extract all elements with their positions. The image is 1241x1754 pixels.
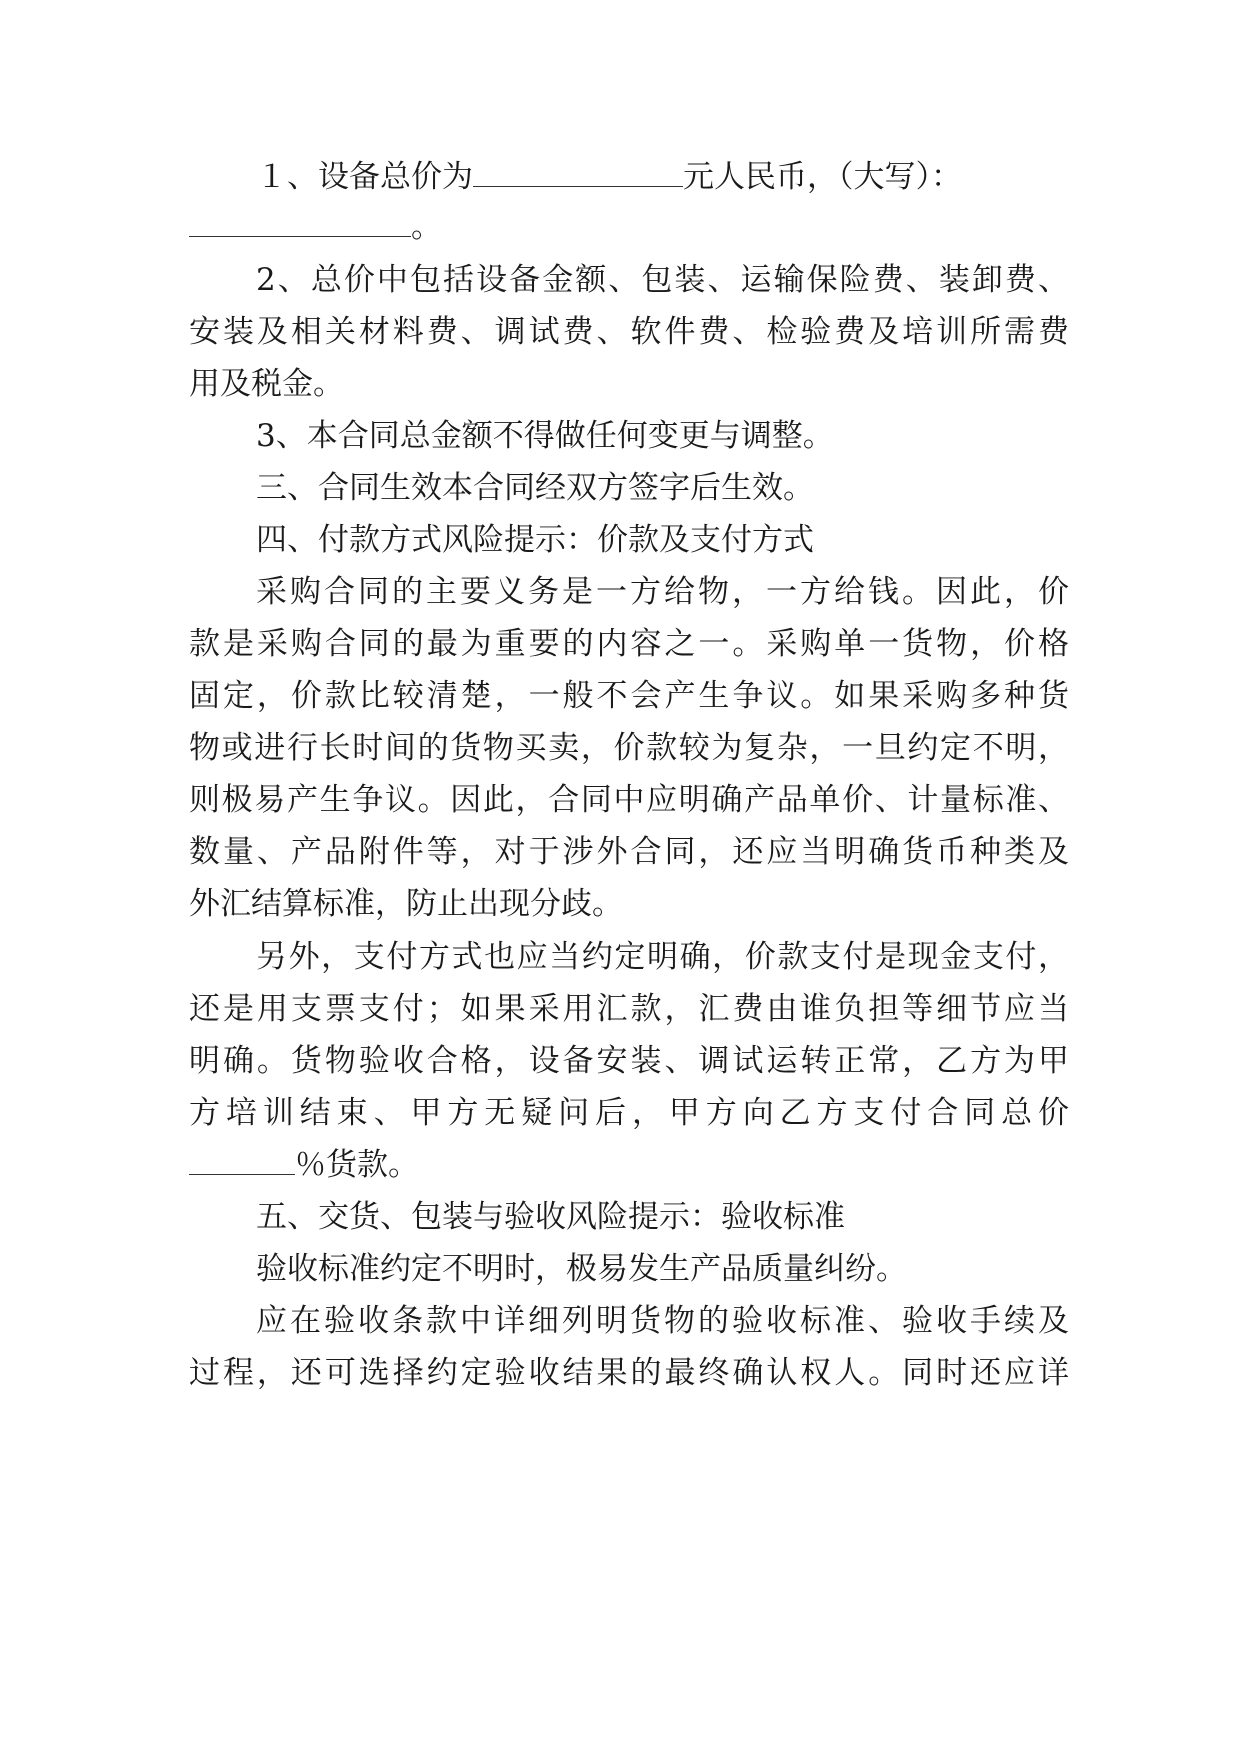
paragraph-price-line-3: 固定，价款比较清楚，一般不会产生争议。如果采购多种货 <box>189 678 1069 714</box>
payment-percent-blank[interactable] <box>189 1146 295 1175</box>
paragraph-price-line-1: 采购合同的主要义务是一方给物，一方给钱。因此，价 <box>256 574 1069 610</box>
total-price-blank[interactable] <box>473 158 683 187</box>
section-5-heading: 五、交货、包装与验收风险提示：验收标准 <box>256 1199 845 1235</box>
paragraph-acceptance-line-2: 应在验收条款中详细列明货物的验收标准、验收手续及 <box>256 1303 1069 1339</box>
paragraph-payment-line-3: 明确。货物验收合格，设备安装、调试运转正常，乙方为甲 <box>189 1043 1069 1079</box>
paragraph-price-line-6: 数量、产品附件等，对于涉外合同，还应当明确货币种类及 <box>189 834 1069 870</box>
section-4-heading: 四、付款方式风险提示：价款及支付方式 <box>256 522 814 558</box>
paragraph-payment-line-1: 另外，支付方式也应当约定明确，价款支付是现金支付， <box>256 939 1069 975</box>
paragraph-acceptance-line-1: 验收标准约定不明时，极易发生产品质量纠纷。 <box>256 1251 907 1287</box>
paragraph-payment-line-4: 方培训结束、甲方无疑问后，甲方向乙方支付合同总价 <box>189 1095 1069 1131</box>
amount-in-words-blank[interactable] <box>189 208 411 237</box>
clause-2-line-1: 2、总价中包括设备金额、包装、运输保险费、装卸费、 <box>256 262 1069 298</box>
paragraph-price-line-4: 物或进行长时间的货物买卖，价款较为复杂，一旦约定不明， <box>189 730 1069 766</box>
paragraph-payment-line-5 <box>189 1145 419 1185</box>
payment-percent-text: ％货款。 <box>295 1147 419 1183</box>
paragraph-price-line-5: 则极易产生争议。因此，合同中应明确产品单价、计量标准、 <box>189 782 1069 818</box>
paragraph-acceptance-line-3: 过程，还可选择约定验收结果的最终确认权人。同时还应详 <box>189 1355 1069 1391</box>
paragraph-price-line-2: 款是采购合同的最为重要的内容之一。采购单一货物，价格 <box>189 626 1069 662</box>
clause-1-line-2 <box>189 207 442 247</box>
paragraph-payment-line-2: 还是用支票支付；如果采用汇款，汇费由谁负担等细节应当 <box>189 991 1069 1027</box>
clause-1-end: 。 <box>411 209 442 245</box>
clause-1-text-b: 元人民币，（大写）： <box>683 159 962 195</box>
clause-1-line-1 <box>256 157 962 197</box>
clause-3-line: 3、本合同总金额不得做任何变更与调整。 <box>256 418 834 454</box>
clause-2-line-3: 用及税金。 <box>189 366 344 402</box>
section-3-heading: 三、合同生效本合同经双方签字后生效。 <box>256 470 814 506</box>
clause-1-text-a: １、设备总价为 <box>256 159 473 195</box>
clause-2-line-2: 安装及相关材料费、调试费、软件费、检验费及培训所需费 <box>189 314 1069 350</box>
paragraph-price-line-7: 外汇结算标准，防止出现分歧。 <box>189 886 623 922</box>
